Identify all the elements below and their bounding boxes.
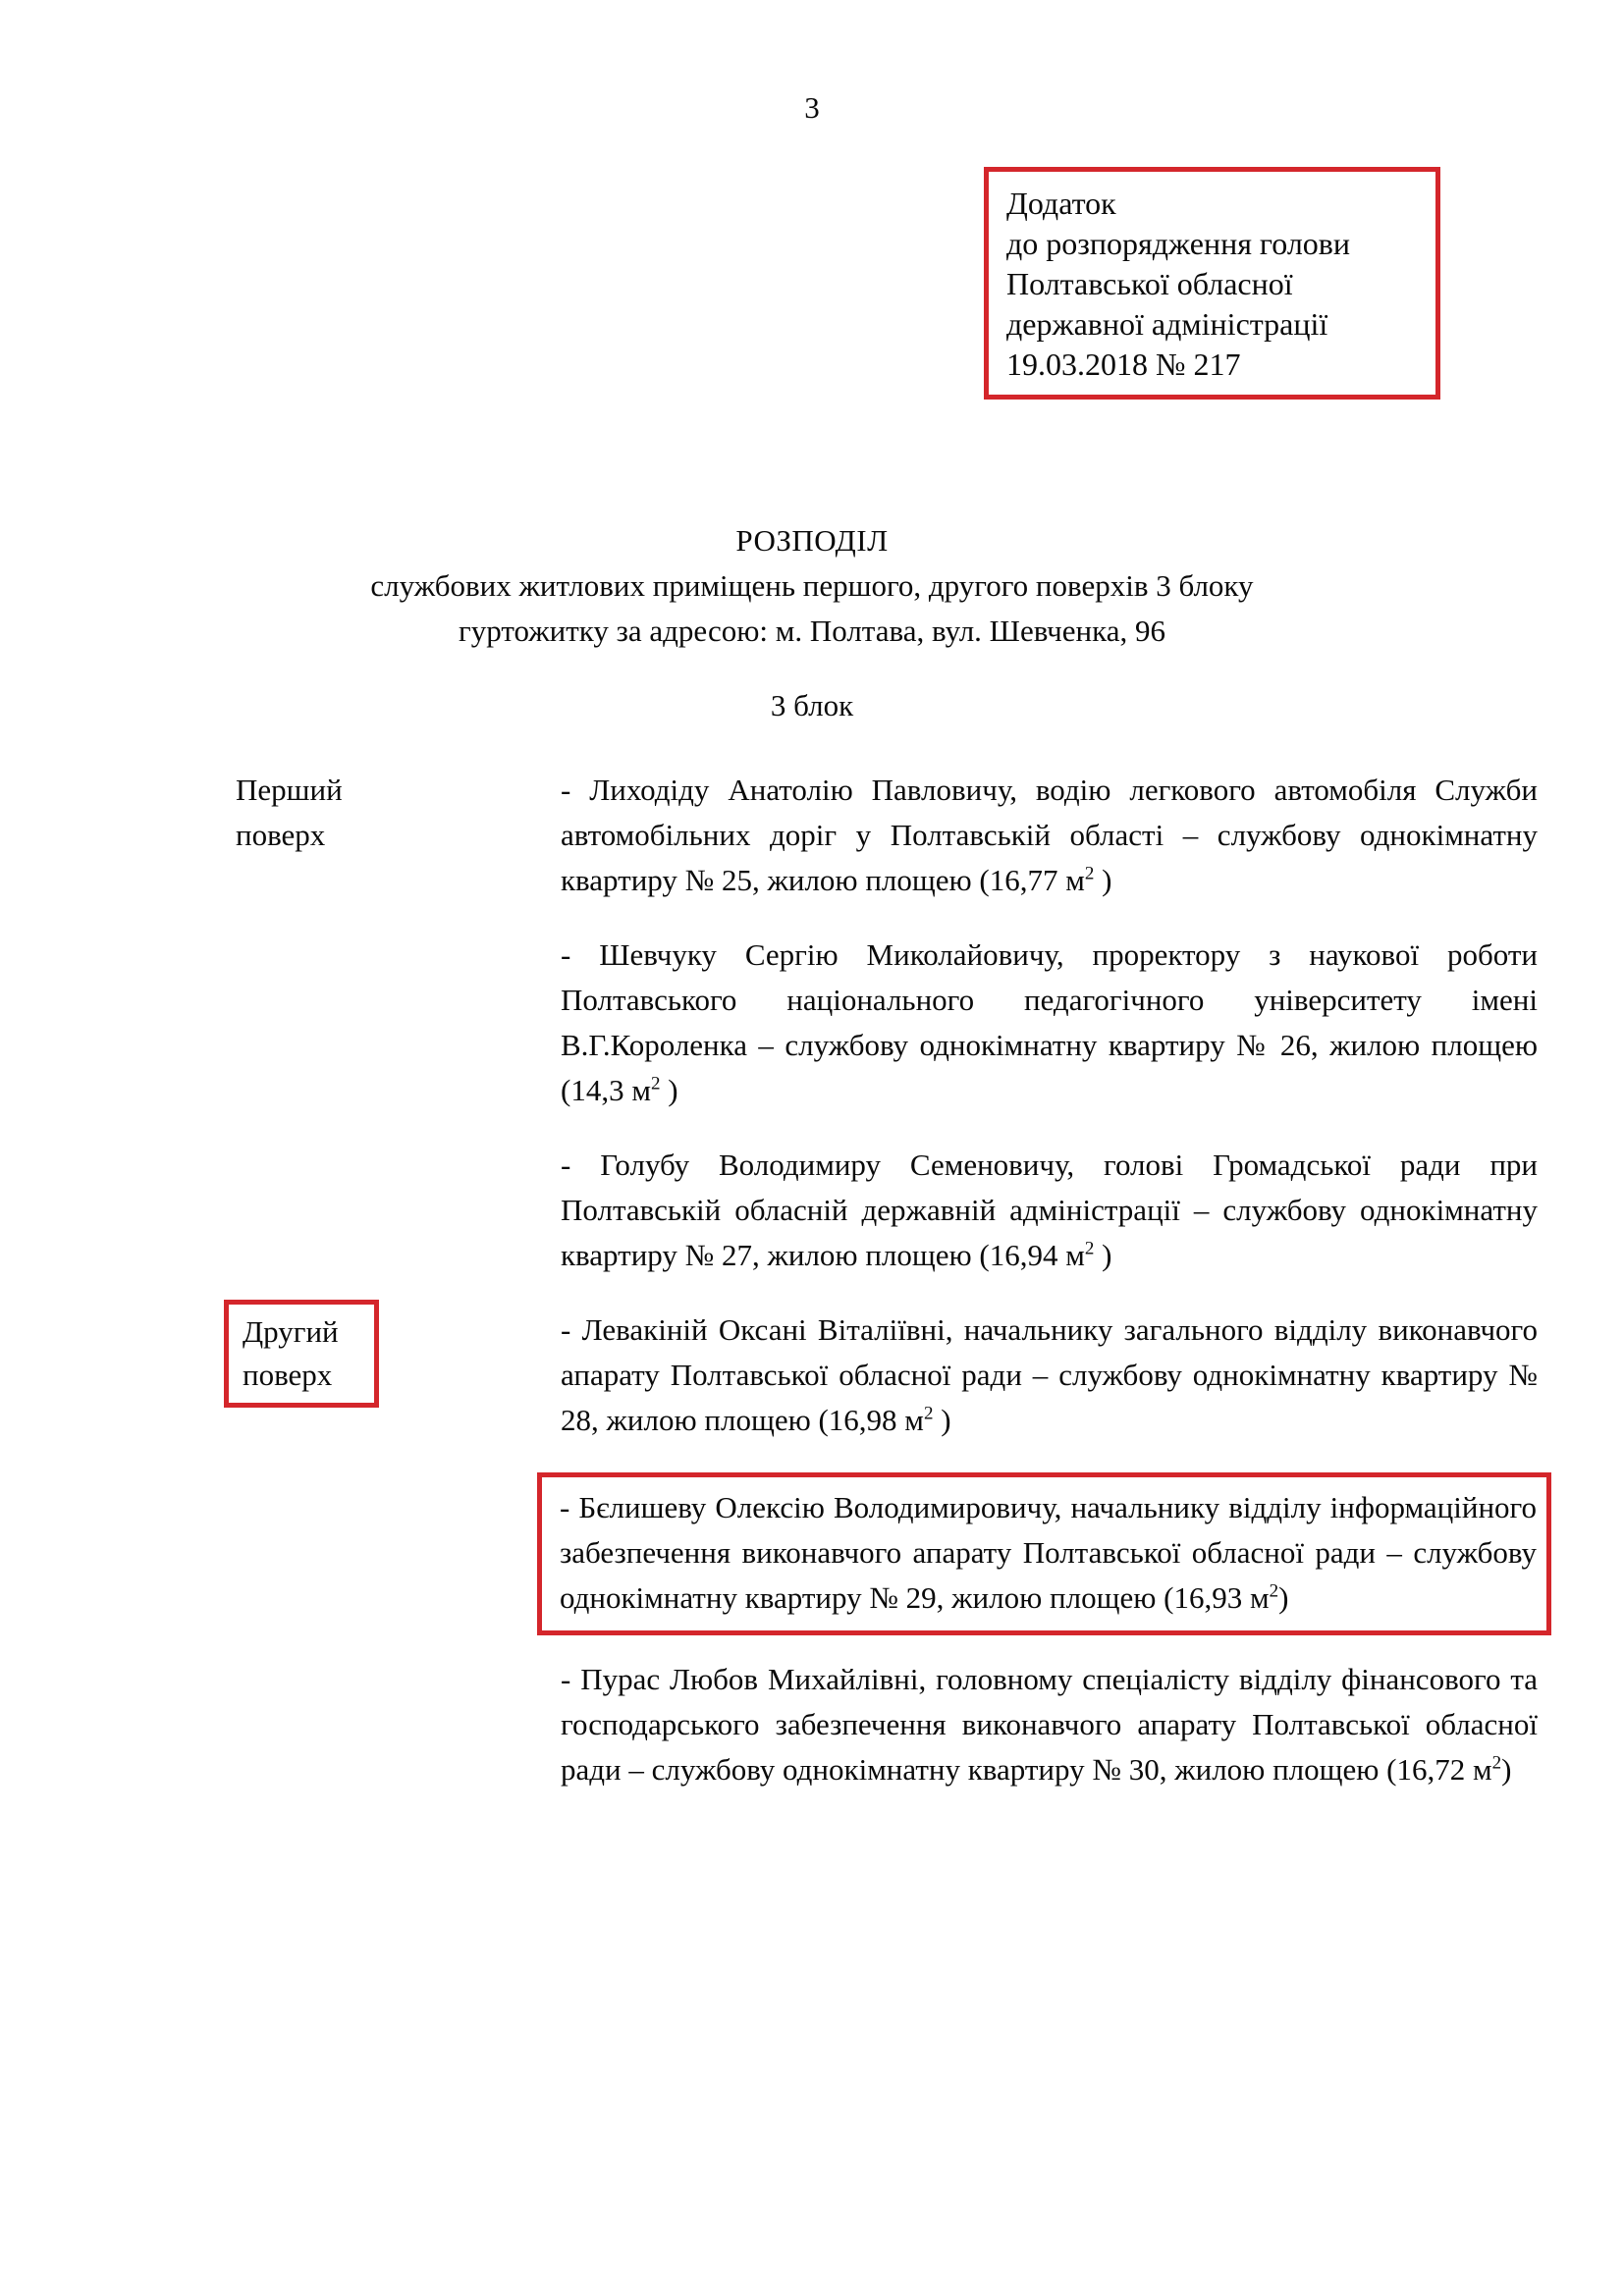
floor-label [224, 1300, 379, 1408]
square-meter-superscript: 2 [650, 1073, 661, 1095]
square-meter-superscript: 2 [1269, 1580, 1279, 1602]
allocation-entry-body: - Шевчуку Сергію Миколайовичу, проректору з наукової роботи Полтавського національного педагогічного університету імені В.Г.Короленка – службову однокімнатну квартиру № 26, жилою площею (14,3 м [561, 937, 1538, 1107]
distribution-list [0, 768, 1624, 1822]
allocation-entry-tail: ) [660, 1073, 678, 1107]
allocation-entry-body: - Лиходіду Анатолію Павловичу, водію легкового автомобіля Служби автомобільних доріг у Полтавській області – службову однокімнатну квартиру № 25, жилою площею (16,77 м [561, 773, 1538, 897]
page-title: РОЗПОДІЛ [735, 523, 889, 558]
allocation-entry-body: - Голубу Володимиру Семеновичу, голові Громадської ради при Полтавській обласній державній адміністрації – службову однокімнатну квартиру № 27, жилою площею (16,94 м [561, 1148, 1538, 1272]
allocation-entry-body: - Пурас Любов Михайлівні, головному спеціалісту відділу фінансового та господарського забезпечення виконавчого апарату Полтавської обласної ради – службову однокімнатну квартиру № 30, жилою площею (16,72 м [561, 1662, 1538, 1787]
allocation-entry [561, 933, 1538, 1113]
allocation-entry [561, 1143, 1538, 1278]
allocation-entry-body: - Левакіній Оксані Віталіївні, начальнику загального відділу виконавчого апарату Полтавської обласної ради – службову однокімнатну квартиру № 28, жилою площею (16,98 м [561, 1312, 1538, 1437]
floor-label [236, 768, 432, 858]
floor-label-line-1: Перший [236, 773, 343, 807]
page-number: 3 [804, 90, 820, 125]
document-title-block [0, 518, 1624, 654]
allocation-entry-text [561, 1143, 1538, 1278]
allocation-entry [561, 1308, 1538, 1443]
block-label: 3 блок [770, 688, 854, 722]
allocation-entry-highlighted [537, 1472, 1551, 1635]
appendix-line-4: державної адміністрації [1006, 306, 1328, 342]
square-meter-superscript: 2 [923, 1403, 934, 1424]
allocation-entry-text [561, 768, 1538, 903]
floor-label-line-2: поверх [236, 818, 326, 852]
square-meter-superscript: 2 [1084, 1238, 1095, 1259]
square-meter-superscript: 2 [1491, 1752, 1502, 1774]
allocation-entry-text [561, 933, 1538, 1113]
allocation-entry-tail: ) [1278, 1580, 1289, 1615]
floor-label-line-1: Другий [243, 1314, 339, 1349]
floor-label-line-2: поверх [243, 1358, 333, 1392]
allocation-entry-text [561, 1308, 1538, 1443]
allocation-entry-tail: ) [1501, 1752, 1512, 1787]
appendix-header-box [984, 167, 1440, 400]
allocation-entry [561, 1657, 1538, 1792]
allocation-entry [561, 768, 1538, 903]
document-subtitle-line-1: службових житлових приміщень першого, другого поверхів 3 блоку [370, 568, 1254, 603]
floor-group [0, 1308, 1624, 1792]
appendix-line-3: Полтавської обласної [1006, 266, 1293, 301]
appendix-line-2: до розпорядження голови [1006, 226, 1351, 261]
allocation-entry-tail: ) [933, 1403, 951, 1437]
appendix-line-5: 19.03.2018 № 217 [1006, 347, 1241, 382]
square-meter-superscript: 2 [1084, 863, 1095, 884]
allocation-entry-body: - Бєлишеву Олексію Володимировичу, начальнику відділу інформаційного забезпечення виконавчого апарату Полтавської обласної ради – службову однокімнатну квартиру № 29, жилою площею (16,93 м [560, 1490, 1537, 1615]
allocation-entry-text [561, 1657, 1538, 1792]
floor-group [0, 768, 1624, 1278]
allocation-entry-text [560, 1485, 1537, 1621]
allocation-entry-tail: ) [1094, 1238, 1112, 1272]
allocation-entry-tail: ) [1094, 863, 1112, 897]
document-subtitle-line-2: гуртожитку за адресою: м. Полтава, вул. Шевченка, 96 [459, 614, 1165, 648]
appendix-line-1: Додаток [1006, 186, 1116, 221]
